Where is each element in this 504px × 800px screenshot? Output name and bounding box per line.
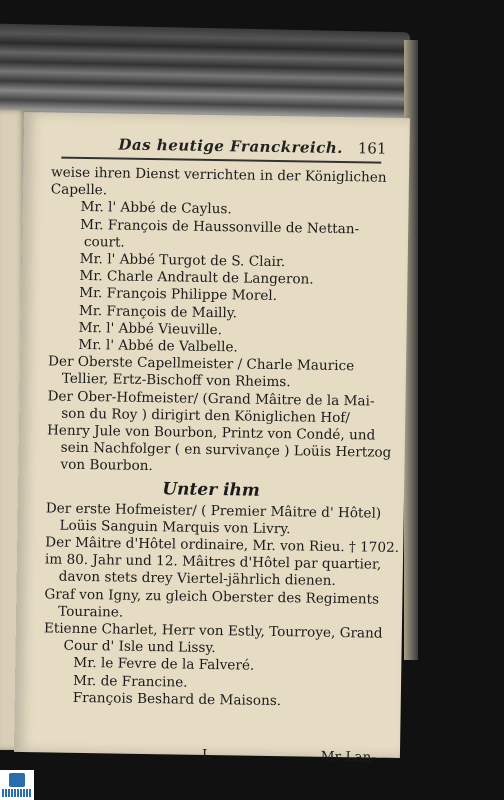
text-line: Mr. l' Abbé Turgot de S. Clair. — [79, 250, 286, 271]
text-line: Graf von Igny, zu gleich Oberster des Regiments — [44, 586, 380, 608]
text-line: im 80. Jahr und 12. Mâitres d'Hôtel par quartier, — [44, 551, 382, 573]
text-line: Der Oberste Capellmeister / Charle Maurice — [47, 353, 355, 375]
catchword-line — [42, 744, 377, 767]
text-line: Der Ober-Hofmeister/ (Grand Mâitre de la Mai- — [47, 388, 375, 410]
text-line: Mr. le Fevre de la Falveré. — [73, 655, 255, 675]
footer-bar — [0, 770, 504, 800]
library-logo — [0, 770, 34, 800]
text-line: François Beshard de Maisons. — [72, 689, 282, 710]
text-line: davon stets drey Viertel-jährlich dienen. — [58, 569, 336, 590]
text-line: Mr. de Francine. — [72, 672, 188, 691]
text-block-1 — [46, 164, 392, 479]
text-line: Der erste Hofmeister/ ( Premier Mâitre d' Hôtel) — [45, 500, 382, 522]
text-line: Der Mâitre d'Hôtel ordinaire, Mr. von Rieu. † 1702. — [45, 534, 400, 557]
text-line: Touraine. — [58, 603, 124, 621]
text-line: weise ihren Dienst verrichten in der Königlichen — [50, 164, 387, 186]
text-line: von Bourbon. — [60, 457, 153, 475]
catchword: Mr Lan- — [320, 748, 377, 766]
header-rule — [61, 157, 381, 164]
text-line: court. — [83, 233, 125, 251]
text-line: Mr. François de Haussonville de Nettan- — [80, 216, 360, 237]
text-line: Mr. François de Mailly. — [78, 302, 238, 321]
text-line: Capelle. — [50, 181, 108, 199]
text-line: Mr. l' Abbé de Valbelle. — [78, 336, 238, 356]
text-line: Henry Jule von Bourbon, Printz von Condé, und — [46, 422, 376, 444]
text-line: son du Roy ) dirigirt den Königlichen Hof/ — [61, 405, 351, 427]
signature-mark: L — [201, 746, 212, 764]
text-line: Loüis Sanguin Marquis von Livry. — [59, 517, 291, 538]
section-heading: Unter ihm — [162, 478, 261, 501]
text-line: Tellier, Ertz-Bischoff von Rheims. — [61, 371, 291, 391]
header-title: Das heutige Franckreich. — [118, 135, 344, 158]
library-emblem-icon — [9, 773, 25, 787]
text-line: Etienne Charlet, Herr von Estly, Tourroye, Grand — [43, 620, 383, 642]
library-wordmark — [2, 789, 32, 797]
text-block-2 — [43, 500, 400, 712]
text-line: Mr. l' Abbé Vieuville. — [78, 319, 223, 338]
text-line: Mr. François Philippe Morel. — [79, 285, 278, 305]
text-line: Cour d' Isle und Lissy. — [63, 637, 216, 657]
book-page — [14, 112, 410, 766]
page-text — [43, 164, 400, 766]
running-header — [118, 135, 398, 157]
text-line: Mr. l' Abbé de Caylus. — [80, 199, 232, 218]
page-number: 161 — [357, 139, 387, 158]
text-line: Mr. Charle Andrault de Langeron. — [79, 268, 314, 288]
text-line: sein Nachfolger ( en survivançe ) Loüis Hertzog — [60, 439, 392, 462]
